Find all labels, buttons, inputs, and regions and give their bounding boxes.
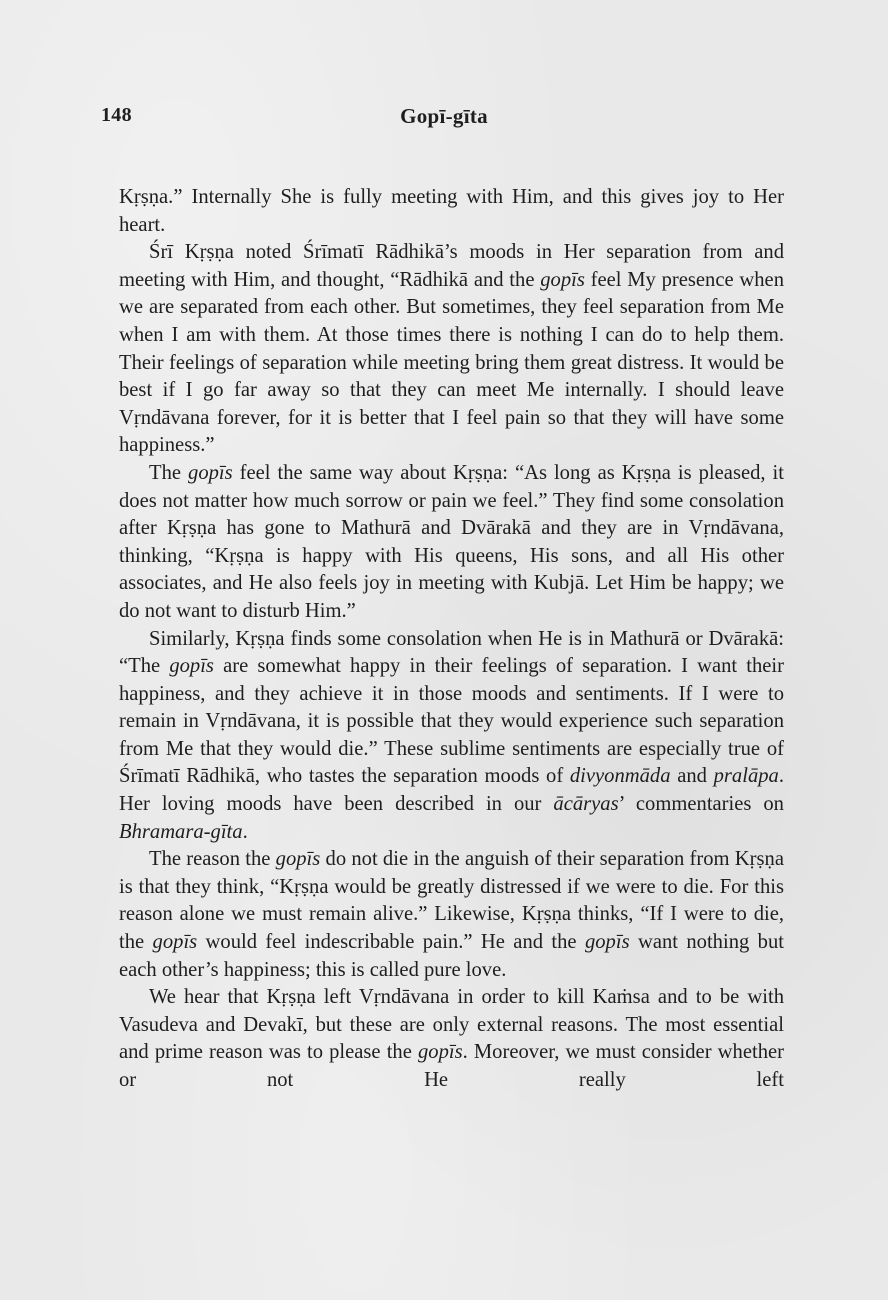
italic-term: gopīs xyxy=(417,1041,463,1064)
text-run: . Her loving moods have been described in our xyxy=(119,765,784,816)
paragraph xyxy=(119,460,784,626)
running-title: Gopī-gīta xyxy=(400,104,488,128)
italic-term: pralāpa xyxy=(713,765,779,788)
text-run: The xyxy=(149,461,189,484)
text-run: ’ commentaries on xyxy=(618,793,784,816)
text-run: and xyxy=(670,765,714,788)
text-run: feel My presence when we are separated from each other. But sometimes, they feel separation from Me when I am with them. At those times there is nothing I can do to help them. Their feelings of separation while meeting bring them great distress. It would be best if I go far away so that they can meet Me internally. I should leave Vṛndāvana forever, for it is better that I feel pain so that they will have some happiness.” xyxy=(119,268,784,457)
text-run: are somewhat happy in their feelings of separation. I want their happiness, and they achieve it in those moods and sentiments. If I were to remain in Vṛndāvana, it is possible that they would experience such separation from Me that they would die.” These sublime sentiments are especially true of Śrīmatī Rādhikā, who tastes the separation moods of xyxy=(119,655,785,788)
text-run: Similarly, Kṛṣṇa finds some consolation when He is in Mathurā or Dvārakā: “The xyxy=(119,627,784,678)
text-run: We hear that Kṛṣṇa left Vṛndāvana in order to kill Kaṁsa and to be with Vasudeva and Devakī, but these are only external reasons. The most essential and prime reason was to please the xyxy=(119,986,784,1064)
text-run: would feel indescribable pain.” He and the xyxy=(197,931,585,954)
body-text xyxy=(119,184,784,1095)
italic-term: gopīs xyxy=(540,268,585,291)
paragraph xyxy=(119,626,784,847)
paragraph xyxy=(119,184,784,239)
italic-term: gopīs xyxy=(152,931,198,954)
italic-term: divyonmāda xyxy=(569,765,671,788)
italic-term: gopīs xyxy=(584,931,630,954)
text-run: The reason the xyxy=(149,848,276,871)
italic-term: ācāryas xyxy=(553,793,619,816)
page-number: 148 xyxy=(101,104,132,126)
italic-term: gopīs xyxy=(169,655,214,678)
paragraph xyxy=(119,846,784,984)
paragraph xyxy=(119,984,784,1094)
text-run: . Moreover, we must consider whether or not He really left xyxy=(119,1041,784,1091)
paragraph xyxy=(119,239,784,460)
text-run: want nothing but each other’s happiness; this is called pure love. xyxy=(119,931,784,981)
italic-term: gopīs xyxy=(275,848,321,871)
running-head xyxy=(0,104,888,136)
italic-term: Bhramara-gīta xyxy=(119,820,243,843)
text-run: feel the same way about Kṛṣṇa: “As long as Kṛṣṇa is pleased, it does not matter how much sorrow or pain we feel.” They find some consolation after Kṛṣṇa has gone to Mathurā and Dvārakā and they are in Vṛndāvana, thinking, “Kṛṣṇa is happy with His queens, His sons, and all His other associates, and He also feels joy in meeting with Kubjā. Let Him be happy; we do not want to disturb Him.” xyxy=(119,461,784,622)
text-run: Kṛṣṇa.” Internally She is fully meeting with Him, and this gives joy to Her heart. xyxy=(119,186,784,236)
italic-term: gopīs xyxy=(188,461,233,484)
text-run: Śrī Kṛṣṇa noted Śrīmatī Rādhikā’s moods in Her separation from and meeting with Him, and thought, “Rādhikā and the xyxy=(119,241,784,291)
text-run: . xyxy=(242,820,248,843)
text-run: do not die in the anguish of their separation from Kṛṣṇa is that they think, “Kṛṣṇa would be greatly distressed if we were to die. For this reason alone we must remain alive.” Likewise, Kṛṣṇa thinks, “If I were to die, the xyxy=(119,848,784,954)
